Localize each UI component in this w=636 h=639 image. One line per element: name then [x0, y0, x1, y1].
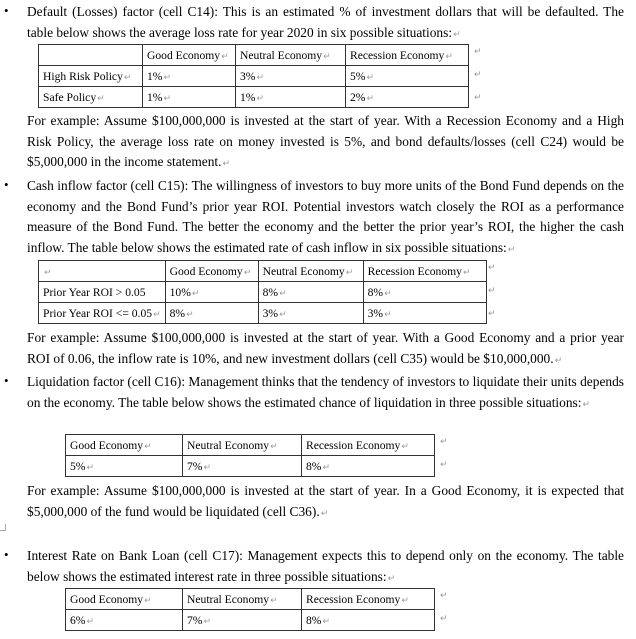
table-cell: Prior Year ROI <= 0.05↵ [39, 303, 166, 324]
table-cell: Recession Economy↵ [363, 261, 486, 282]
table-cell: Neutral Economy↵ [183, 589, 302, 610]
table-header-row [39, 45, 469, 66]
table-cell: Good Economy↵ [66, 435, 183, 456]
table-row [39, 282, 487, 303]
row-end-mark: ↵ [474, 93, 482, 103]
table-row [39, 303, 487, 324]
table-cell: 5%↵ [346, 66, 469, 87]
row-end-mark: ↵ [440, 591, 448, 601]
table-cell: 8%↵ [363, 282, 486, 303]
table-cell: 10%↵ [165, 282, 258, 303]
table-cell: 8%↵ [302, 456, 435, 477]
table-cell: 8%↵ [302, 610, 435, 631]
cash-inflow-example: For example: Assume $100,000,000 is invested at the start of year. With a Good Economy and a prior year ROI of 0.06, the inflow rate is 10%, and new investment dollars (cell C35) would be $10,000,000.↵ [27, 330, 624, 366]
table-cell: 2%↵ [346, 87, 469, 108]
table-cell: Recession Economy↵ [302, 589, 435, 610]
interest-rate-table [65, 588, 435, 631]
bullet-point: • [4, 547, 9, 562]
table-cell: 3%↵ [363, 303, 486, 324]
table-cell: Prior Year ROI > 0.05 [39, 282, 166, 303]
page-corner-mark [0, 524, 6, 531]
bullet-point: • [4, 177, 9, 192]
table-header-row [39, 261, 487, 282]
row-end-mark: ↵ [440, 460, 448, 470]
row-end-mark: ↵ [488, 263, 496, 273]
cash-inflow-table [38, 260, 487, 324]
table-row [66, 456, 435, 477]
table-cell: ↵ [39, 261, 166, 282]
table-cell: 1%↵ [143, 87, 236, 108]
table-cell: 3%↵ [236, 66, 346, 87]
row-end-mark: ↵ [474, 70, 482, 80]
row-end-mark: ↵ [488, 309, 496, 319]
table-row [66, 610, 435, 631]
table-cell: High Risk Policy↵ [39, 66, 143, 87]
table-cell: Recession Economy↵ [346, 45, 469, 66]
table-cell: 3%↵ [258, 303, 363, 324]
bullet-point: • [4, 3, 9, 18]
table-cell [39, 45, 143, 66]
liquidation-paragraph: Liquidation factor (cell C16): Management thinks that the tendency of investors to liquidate their units depends on the economy. The table below shows the estimated chance of liquidation in three possible situations:↵ [27, 374, 624, 410]
table-row [39, 87, 469, 108]
liquidation-example: For example: Assume $100,000,000 is invested at the start of year. In a Good Economy, it is expected that $5,000,000 of the fund would be liquidated (cell C36).↵ [27, 483, 624, 519]
table-cell: 5%↵ [66, 456, 183, 477]
table-cell: 6%↵ [66, 610, 183, 631]
row-end-mark: ↵ [488, 286, 496, 296]
table-cell: Neutral Economy↵ [183, 435, 302, 456]
table-cell: Safe Policy↵ [39, 87, 143, 108]
interest-rate-paragraph: Interest Rate on Bank Loan (cell C17): Management expects this to depend only on the economy. The table below shows the estimated interest rate in three possible situations:↵ [27, 548, 624, 584]
table-header-row [66, 435, 435, 456]
cash-inflow-paragraph: Cash inflow factor (cell C15): The willingness of investors to buy more units of the Bond Fund depends on the economy and the Bond Fund’s prior year ROI. Potential investors watch closely the ROI as a performance measure of the Bond Fund. The better the economy and the better the prior year’s ROI, the higher the cash inflow. The table below shows the estimated rate of cash inflow in six possible situations:↵ [27, 178, 624, 255]
table-cell: Neutral Economy↵ [236, 45, 346, 66]
table-cell: Good Economy↵ [165, 261, 258, 282]
default-loss-table [38, 44, 469, 108]
row-end-mark: ↵ [440, 614, 448, 624]
table-cell: Neutral Economy↵ [258, 261, 363, 282]
bullet-point: • [4, 373, 9, 388]
row-end-mark: ↵ [474, 47, 482, 57]
table-cell: Good Economy↵ [143, 45, 236, 66]
row-end-mark: ↵ [440, 437, 448, 447]
table-cell: 8%↵ [165, 303, 258, 324]
table-cell: 1%↵ [143, 66, 236, 87]
table-cell: 7%↵ [183, 456, 302, 477]
default-losses-example: For example: Assume $100,000,000 is invested at the start of year. With a Recession Economy and a High Risk Policy, the average loss rate on money invested is 5%, and bond defaults/losses (cell C24) would be $5,000,000 in the income statement.↵ [27, 113, 624, 169]
table-cell: 1%↵ [236, 87, 346, 108]
table-cell: 7%↵ [183, 610, 302, 631]
table-cell: 8%↵ [258, 282, 363, 303]
default-losses-paragraph: Default (Losses) factor (cell C14): This is an estimated % of investment dollars that will be defaulted. The table below shows the average loss rate for year 2020 in six possible situations:↵ [27, 4, 624, 40]
table-cell: Good Economy↵ [66, 589, 183, 610]
liquidation-table [65, 434, 435, 477]
table-header-row [66, 589, 435, 610]
table-row [39, 66, 469, 87]
table-cell: Recession Economy↵ [302, 435, 435, 456]
